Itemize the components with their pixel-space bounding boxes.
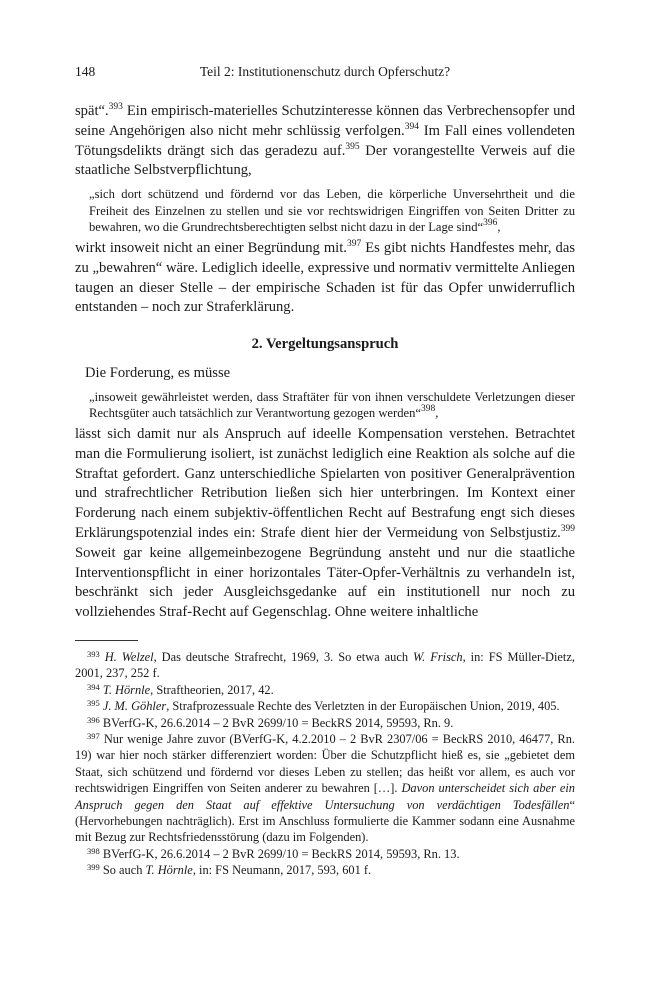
footnote-ref-397[interactable]: 397	[346, 238, 362, 249]
footnote-ref-395[interactable]: 395	[345, 141, 360, 152]
running-title: Teil 2: Institutionenschutz durch Opferschutz?	[199, 64, 451, 79]
paragraph-3: Die Forderung, es müsse	[85, 364, 231, 381]
footnote-ref-394[interactable]: 394	[404, 121, 419, 132]
page-header	[75, 64, 575, 88]
footnote-395: $^{395}$ J. M. Göhler, Strafprozessuale Rechte des Verletzten in der Europäischen Union, 2019, 405.	[87, 698, 560, 714]
footnote-393: $^{393}$ H. Welzel, Das deutsche Strafrecht, 1969, 3. So etwa auch W. Frisch, in: FS Müller-Dietz, 2001, 237, 252 f.	[75, 648, 575, 681]
footnote-ref-398[interactable]: 398	[420, 404, 436, 415]
footnote-ref-393[interactable]: 393	[108, 102, 123, 112]
footnote-separator	[75, 640, 138, 641]
block-quote-2: „insoweit gewährleistet werden, dass Straftäter für von ihnen verschuldete Verletzungen dieser Rechtsgüter auch tatsächlich zur Verantwortung gezogen werden“$^{398}$,	[89, 389, 575, 421]
book-page	[75, 64, 575, 879]
footnote-396: $^{396}$ BVerfG-K, 26.6.2014 – 2 BvR 2699/10 = BeckRS 2014, 59593, Rn. 9.	[87, 714, 454, 730]
footnote-394: $^{394}$ T. Hörnle, Straftheorien, 2017, 42.	[87, 681, 274, 697]
main-text	[75, 102, 575, 623]
footnote-ref-399[interactable]: 399	[560, 523, 575, 534]
paragraph-4: lässt sich damit nur als Anspruch auf ideelle Kompensation verstehen. Betrachtet man die Formulierung isoliert, ist zunächst lediglich eine Reaktion als solche auf die Straftat gefordert. Ganz unterschiedliche Spielarten von positiver Generalprävention und strafrechtlicher Retribution ließen sich hier unterbringen. Im Kontext einer Forderung nach einem subjektiv-öffentlichen Recht auf Bestrafung engt sich dieses Erklärungspotenzial indes ein: Strafe dient hier der Vermeidung von Selbstjustiz.$^{399}$ Soweit gar keine allgemeinbezogene Begründung ansteht und nur die staatliche Interventionspflicht in einer horizontales Täter-Opfer-Verhältnis zu verhandeln ist, beschränkt sich jeder Ausgleichsgedanke auf ein institutionell nur noch zu vollziehendes Straf-Recht auf Gegenschlag. Ohne weitere inhaltliche	[75, 425, 575, 621]
paragraph-2: wirkt insoweit nicht an einer Begründung mit.$^{397}$ Es gibt nichts Handfestes mehr, das zu „bewahren“ wäre. Lediglich ideelle, expressive und normativ vermittelte Anliegen taugen an dieser Stelle – der empirische Schaden ist für das Opfer unwiderruflich entstanden – noch zur Straferklärung.	[75, 238, 576, 316]
footnote-397: $^{397}$ Nur wenige Jahre zuvor (BVerfG-K, 4.2.2010 – 2 BvR 2307/06 = BeckRS 2010, 46477, Rn. 19) war hier noch stärker differenziert worden: Über die Schutzpflicht hieß es, sie „gebietet dem Staat, sich schützend und fördernd vor dieses Leben zu stellen; das heißt vor allem, es auch vor rechtswidrigen Eingriffen von Seiten anderer zu bewahren […]. Davon unterscheidet sich aber ein Anspruch gegen den Staat auf effektive Untersuchung von verdächtigen Todesfällen“ (Hervorhebungen nachträglich). Erst im Anschluss formulierte die Kammer sodann eine Ausnahme mit Bezug zur Rechtsfriedensstörung (dazu im Folgenden).	[75, 730, 576, 845]
footnote-399: $^{399}$ So auch T. Hörnle, in: FS Neumann, 2017, 593, 601 f.	[87, 862, 372, 878]
paragraph-1: spät“.$^{393}$ Ein empirisch-materielles Schutzinteresse können das Verbrechensopfer und seine Angehörigen also nicht mehr schlüssig verfolgen.$^{394}$ Im Fall eines vollendeten Tötungsdelikts drängt sich das geradezu auf.$^{395}$ Der vorangestellte Verweis auf die staatliche Selbstverpflichtung,	[75, 102, 576, 179]
footnote-ref-396[interactable]: 396	[483, 218, 498, 229]
page-number: 148	[75, 64, 96, 79]
footnotes	[75, 649, 575, 879]
block-quote-1: „sich dort schützend und fördernd vor das Leben, die körperliche Unversehrtheit und die Freiheit des Einzelnen zu stellen und sie vor rechtswidrigen Eingriffen von Seiten Dritter zu bewahren, wo die Grundrechtsberechtigten selbst nicht dazu in der Lage sind“$^{396}$,	[89, 187, 575, 235]
footnote-398: $^{398}$ BVerfG-K, 26.6.2014 – 2 BvR 2699/10 = BeckRS 2014, 59593, Rn. 13.	[87, 845, 460, 861]
section-heading: 2. Vergeltungsanspruch	[251, 336, 399, 353]
